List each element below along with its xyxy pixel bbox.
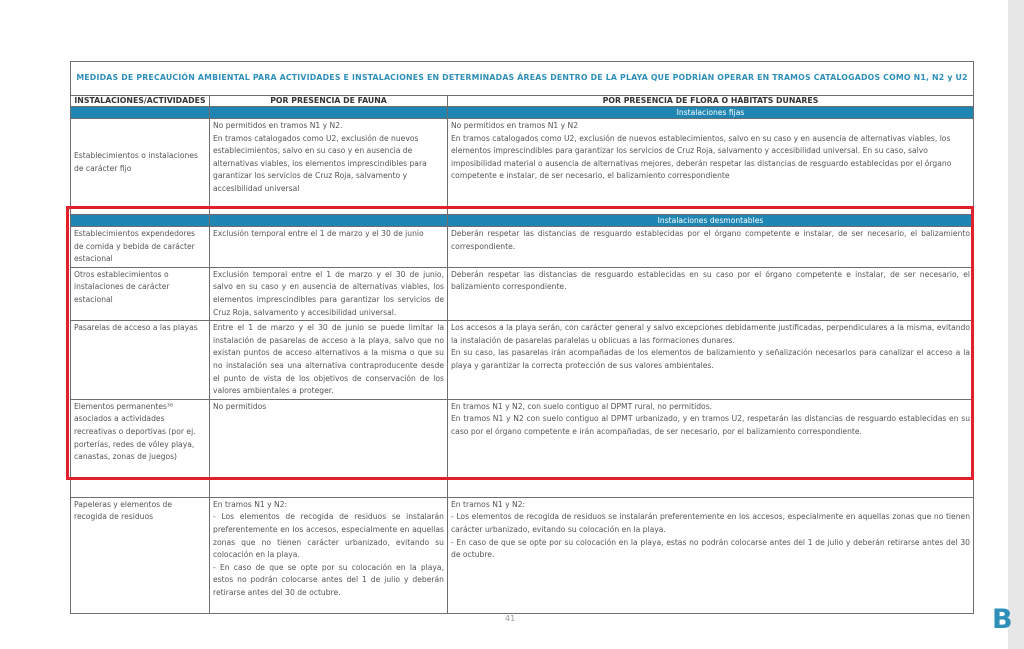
cell-paragraph: En tramos N1 y N2: <box>213 499 288 509</box>
fauna-cell <box>210 399 448 497</box>
right-side-rail <box>1008 0 1024 649</box>
row-label: Pasarelas de acceso a las playas <box>71 321 210 400</box>
page-number: 41 <box>505 614 516 623</box>
fauna-cell <box>210 267 448 320</box>
column-header-activities: INSTALACIONES/ACTIVIDADES <box>71 96 210 107</box>
cell-paragraph: En tramos N1 y N2, con suelo contiguo al DPMT rural, no permitidos. <box>451 401 713 411</box>
table-row <box>71 267 974 320</box>
title-row <box>71 62 974 96</box>
table-row <box>71 227 974 268</box>
header-row <box>71 96 974 107</box>
flora-cell <box>448 321 974 400</box>
table-row <box>71 399 974 497</box>
row-label: Otros establecimientos o instalaciones de carácter estacional <box>71 267 210 320</box>
brand-logo-letter: B <box>992 604 1013 635</box>
cell-paragraph: No permitidos <box>213 401 267 411</box>
flora-cell <box>448 399 974 497</box>
cell-paragraph: Deberán respetar las distancias de resguardo establecidas en su caso por el órgano competente e instalar, de ser necesario, el balizamiento correspondiente. <box>451 269 971 292</box>
cell-paragraph: Entre el 1 de marzo y el 30 de junio se puede limitar la instalación de pasarelas de acceso a la playa, salvo que no existan puntos de acceso alternativos a la misma o que su no instalación sea una alternativa contraproducente desde el punto de vista de los objetivos de conservación de los valores ambientales a proteger. <box>213 323 444 396</box>
fauna-cell <box>210 321 448 400</box>
fauna-cell <box>210 497 448 613</box>
table-row <box>71 321 974 400</box>
flora-cell <box>448 119 974 207</box>
section-row-desmontables <box>71 215 974 227</box>
flora-cell <box>448 227 974 268</box>
cell-paragraph: Los accesos a la playa serán, con carácter general y salvo excepciones debidamente justificadas, perpendiculares a la misma, evitando la instalación de pasarelas paralelas u oblicuas a las formaciones dunares. <box>451 323 971 345</box>
flora-cell <box>448 267 974 320</box>
cell-paragraph: En tramos catalogados como U2, exclusión de nuevos establecimientos, salvo en su caso y en ausencia de alternativas viables, los elementos imprescindibles para garantizar los servicios de Cruz Roja, salvamento y accesibilidad universal <box>213 133 427 193</box>
section-row-fijas <box>71 107 974 119</box>
cell-paragraph: Deberán respetar las distancias de resguardo establecidas por el órgano competente e instalar, de ser necesario, el balizamiento correspondiente. <box>451 229 971 251</box>
cell-paragraph: - Los elementos de recogida de residuos se instalarán preferentemente en los accesos, especialmente en aquellas zonas que no tienen carácter urbanizado, evitando su colocación en la playa. <box>451 512 971 534</box>
table-title: MEDIDAS DE PRECAUCIÓN AMBIENTAL PARA ACTIVIDADES E INSTALACIONES EN DETERMINADAS ÁREAS DENTRO DE LA PLAYA QUE PODRÍAN OPERAR EN TRAMOS CATALOGADOS COMO N1, N2 y U2 <box>71 62 974 96</box>
flora-cell <box>448 497 974 613</box>
cell-paragraph: No permitidos en tramos N1 y N2 <box>451 121 579 130</box>
table-row <box>71 119 974 207</box>
table-row <box>71 497 974 613</box>
cell-paragraph: - En caso de que se opte por su colocación en la playa, estos no podrán colocarse antes del 1 de julio y deberán retirarse antes del 30 de octubre. <box>213 562 444 597</box>
section-label-fijas: Instalaciones fijas <box>448 107 974 119</box>
cell-paragraph: - En caso de que se opte por su colocación en la playa, estas no podrán colocarse antes del 1 de julio y deberán retirarse antes del 30 de octubre. <box>451 537 971 560</box>
row-label: Establecimientos o instalaciones de carácter fijo <box>71 119 210 207</box>
row-label: Establecimientos expendedores de comida y bebida de carácter estacional <box>71 227 210 268</box>
cell-paragraph: En tramos N1 y N2: <box>451 499 526 509</box>
precaution-measures-table <box>70 61 974 614</box>
column-header-flora: POR PRESENCIA DE FLORA O HÁBITATS DUNARES <box>448 96 974 107</box>
cell-paragraph: En su caso, las pasarelas irán acompañadas de los elementos de balizamiento y señalización necesarios para canalizar el acceso a la playa y garantizar la correcta protección de sus valores ambientales. <box>451 348 971 370</box>
section-label-desmontables: Instalaciones desmontables <box>448 215 974 227</box>
cell-paragraph: En tramos catalogados como U2, exclusión de nuevos establecimientos, salvo en su caso y en ausencia de alternativas viables, los elementos imprescindibles para garantizar los servicios de Cruz Roja, salvamento y accesibilidad universal. En su caso, salvo imposibilidad material o ausencia de alternativas mejores, deberán respetar las distancias de resguardo establecidas por el órgano competente e instalar, de ser necesario, el balizamiento correspondiente <box>451 133 952 181</box>
row-label: Papeleras y elementos de recogida de residuos <box>71 497 210 613</box>
cell-paragraph: En tramos N1 y N2 con suelo contiguo al DPMT urbanizado, y en tramos U2, respetarán las distancias de resguardo establecidas en su caso por el órgano competente e irán acompañadas, de ser necesario, por el balizamiento correspondiente. <box>451 414 971 436</box>
cell-paragraph: - Los elementos de recogida de residuos se instalarán preferentemente en los accesos, especialmente en aquellas zonas que no tienen carácter urbanizado, evitando su colocación en la playa. <box>213 512 444 560</box>
cell-paragraph: No permitidos en tramos N1 y N2. <box>213 121 343 130</box>
cell-paragraph: Exclusión temporal entre el 1 de marzo y el 30 de junio <box>213 229 424 238</box>
spacer-row <box>71 207 974 215</box>
column-header-fauna: POR PRESENCIA DE FAUNA <box>210 96 448 107</box>
row-label: Elementos permanentes³⁸ asociados a actividades recreativas o deportivas (por ej. porterías, redes de vóley playa, canastas, zonas de juegos) <box>71 399 210 497</box>
fauna-cell <box>210 227 448 268</box>
cell-paragraph: Exclusión temporal entre el 1 de marzo y el 30 de junio, salvo en su caso y en ausencia de alternativas viables, los elementos imprescindibles para garantizar los servicios de Cruz Roja, salvamento y accesibilidad universal. <box>213 269 444 317</box>
fauna-cell <box>210 119 448 207</box>
